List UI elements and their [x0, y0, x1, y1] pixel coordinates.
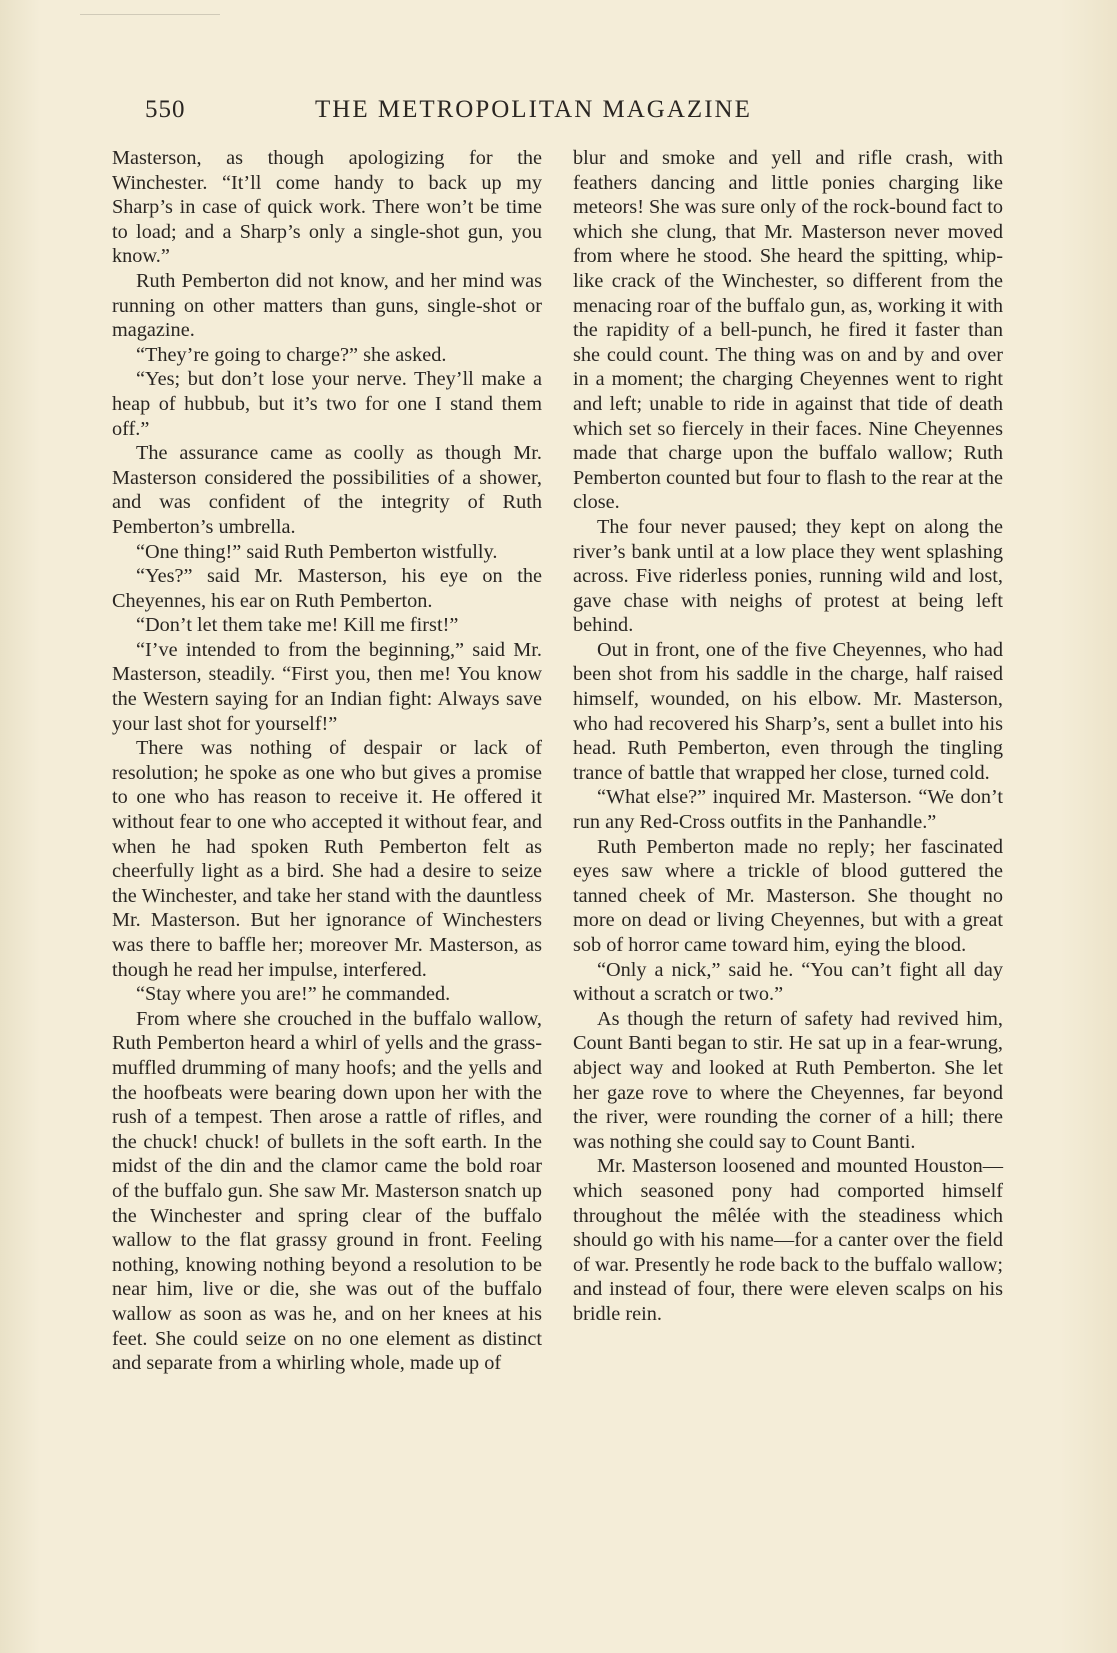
paragraph: “Yes; but don’t lose your nerve. They’ll make a heap of hubbub, but it’s two for one I stand them off.”	[112, 368, 542, 440]
paragraph: From where she crouched in the buffalo wallow, Ruth Pemberton heard a whirl of yells and the grass-muffled drumming of many hoofs; and the yells and the hoofbeats were bearing down upon her with the rush of a tempest. Then arose a rattle of rifles, and the chuck! chuck! of bullets in the soft earth. In the midst of the din and the clamor came the bold roar of the buffalo gun. She saw Mr. Masterson snatch up the Winchester and spring clear of the buffalo wallow to the flat grassy ground in front. Feeling nothing, knowing nothing beyond a resolution to be near him, live or die, she was out of the buffalo wallow as soon as was he, and on her knees at his feet. She could seize on no one element as distinct and separate from a whirling whole, made up of	[112, 1007, 542, 1375]
page-number: 550	[145, 96, 186, 123]
paragraph: Mr. Masterson loosened and mounted Houston—which seasoned pony had comported himself throughout the mêlée with the steadiness which should go with his name—for a canter over the field of war. Presently he rode back to the buffalo wallow; and instead of four, there were eleven scalps on his bridle rein.	[573, 1155, 1003, 1325]
paragraph: Masterson, as though apologizing for the Winchester. “It’ll come handy to back up my Sharp’s in case of quick work. There won’t be time to load; and a Sharp’s only a single-shot gun, you know.”	[112, 147, 542, 268]
paragraph: “What else?” inquired Mr. Masterson. “We don’t run any Red-Cross outfits in the Panhandle.”	[573, 786, 1003, 834]
paragraph: Ruth Pemberton did not know, and her mind was running on other matters than guns, single-shot or magazine.	[112, 269, 542, 342]
paragraph: Out in front, one of the five Cheyennes, who had been shot from his saddle in the charge, half raised himself, wounded, on his elbow. Mr. Masterson, who had recovered his Sharp’s, sent a bullet into his head. Ruth Pemberton, even through the tingling trance of battle that wrapped her close, turned cold.	[573, 638, 1003, 784]
paragraph: “I’ve intended to from the beginning,” said Mr. Masterson, steadily. “First you, then me! You know the Western saying for an Indian fight: Always save your last shot for yourself!”	[112, 638, 542, 735]
paragraph: The assurance came as coolly as though Mr. Masterson considered the possibilities of a shower, and was confident of the integrity of Ruth Pemberton’s umbrella.	[112, 442, 542, 538]
paragraph: Ruth Pemberton made no reply; her fascinated eyes saw where a trickle of blood guttered the tanned cheek of Mr. Masterson. She thought no more on dead or living Cheyennes, but with a great sob of horror came toward him, eying the blood.	[573, 835, 1003, 956]
paragraph: As though the return of safety had revived him, Count Banti began to stir. He sat up in a fear-wrung, abject way and looked at Ruth Pemberton. She let her gaze rove to where the Cheyennes, far beyond the river, were rounding the corner of a hill; there was nothing she could say to Count Banti.	[573, 1007, 1003, 1153]
magazine-title: THE METROPOLITAN MAGAZINE	[315, 96, 752, 123]
scan-edge-marks	[80, 14, 220, 27]
paragraph: “Yes?” said Mr. Masterson, his eye on the Cheyennes, his ear on Ruth Pemberton.	[112, 565, 542, 612]
paragraph: “They’re going to charge?” she asked.	[136, 343, 447, 366]
paragraph: There was nothing of despair or lack of resolution; he spoke as one who but gives a promise to one who has reason to receive it. He offered it without fear to one who accepted it without fear, and when he had spoken Ruth Pemberton felt as cheerfully light as a bird. She had a desire to seize the Winchester, and take her stand with the dauntless Mr. Masterson. But her ignorance of Winchesters was there to baffle her; moreover Mr. Masterson, as though he read her impulse, interfered.	[112, 737, 542, 981]
paragraph: “One thing!” said Ruth Pemberton wistfully.	[136, 540, 498, 563]
paragraph: blur and smoke and yell and rifle crash, with feathers dancing and little ponies charging like meteors! She was sure only of the rock-bound fact to which she clung, that Mr. Masterson never moved from where he stood. She heard the spitting, whip-like crack of the Winchester, so different from the menacing roar of the buffalo gun, as, working it with the rapidity of a bell-punch, he fired it faster than she could count. The thing was on and by and over in a moment; the charging Cheyennes went to right and left; unable to ride in against that tide of death which set so fiercely in their faces. Nine Cheyennes made that charge upon the buffalo wallow; Ruth Pemberton counted but four to flash to the rear at the close.	[573, 147, 1003, 514]
paragraph: “Don’t let them take me! Kill me first!”	[136, 614, 459, 637]
page-header	[140, 96, 1000, 136]
paragraph: “Stay where you are!” he commanded.	[136, 983, 451, 1006]
paragraph: “Only a nick,” said he. “You can’t fight all day without a scratch or two.”	[573, 958, 1003, 1006]
right-column	[573, 146, 1003, 1327]
paragraph: The four never paused; they kept on along the river’s bank until at a low place they went splashing across. Five riderless ponies, running wild and lost, gave chase with neighs of protest at being left behind.	[573, 515, 1003, 637]
left-column	[112, 146, 542, 1376]
